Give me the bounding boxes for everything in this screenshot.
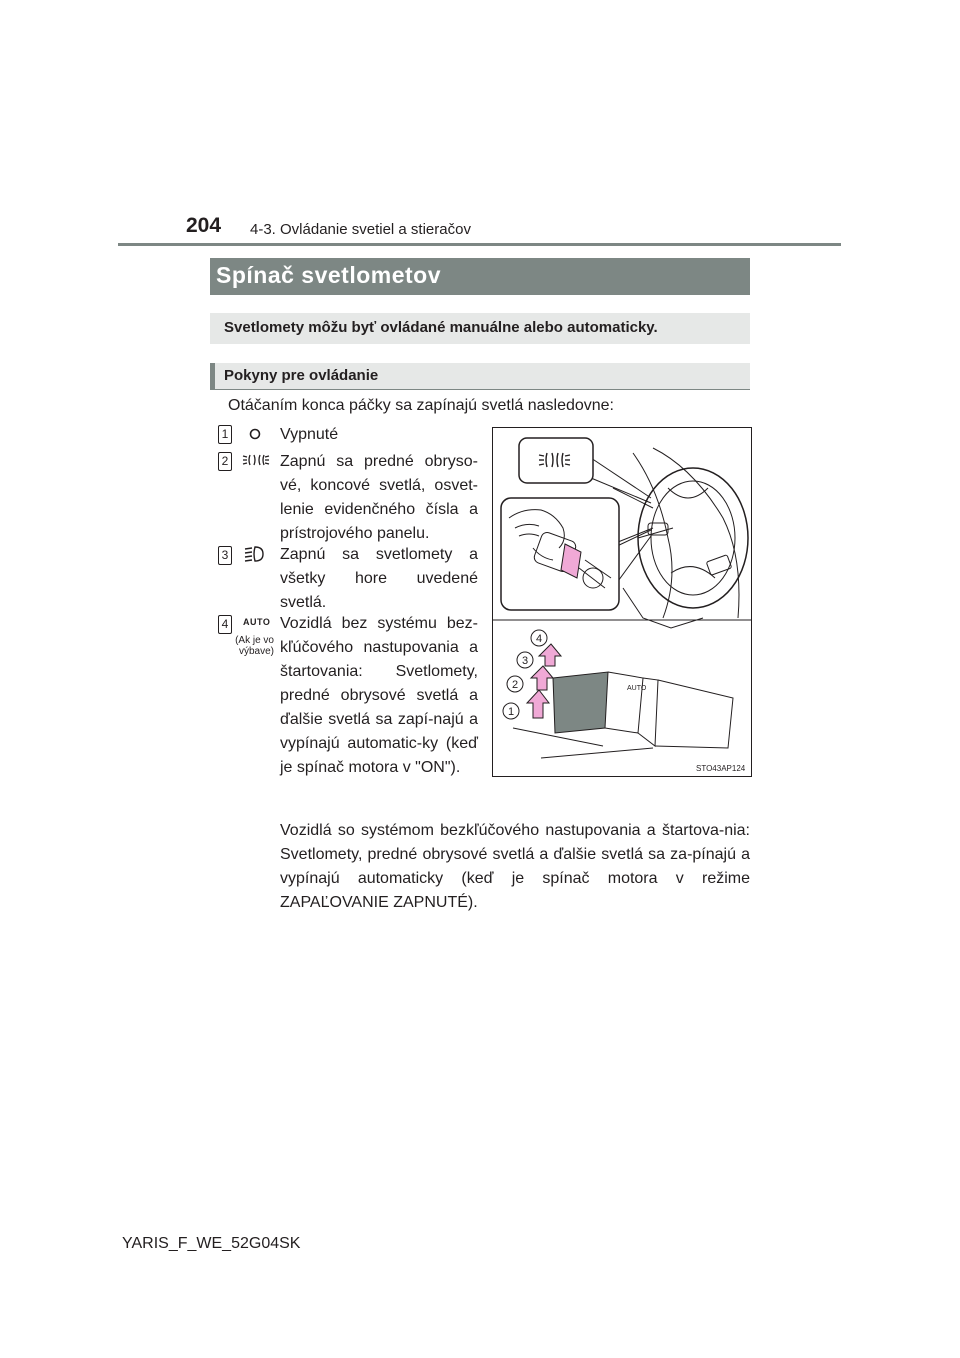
auto-icon: AUTO — [243, 617, 271, 627]
figure-callout-4: 4 — [535, 633, 543, 645]
figure-callout-2: 2 — [511, 679, 519, 691]
page-title: Spínač svetlometov — [216, 262, 442, 288]
headlight-switch-figure — [492, 427, 752, 777]
keyless-text: Vozidlá so systémom bezkľúčového nastupovania a štartova-nia: Svetlomety, predné obrysové svetlá a ďalšie svetlá sa za-pínajú a vypínajú automaticky (keď je spínač motora v režime ZAPAĽOVANIE ZAPNUTÉ). — [280, 822, 750, 911]
off-circle-icon — [248, 427, 262, 441]
figure-code: STO43AP124 — [696, 764, 746, 773]
figure-callout-1: 1 — [507, 706, 515, 718]
position-text-3: Zapnú sa svetlomety a všetky hore uvedené svetlá. — [280, 546, 478, 611]
subheading-bar — [210, 363, 750, 390]
headlight-icon — [244, 545, 266, 563]
subheading-accent — [210, 363, 215, 389]
figure-callout-3: 3 — [521, 655, 529, 667]
position-number-1: 1 — [218, 425, 232, 444]
availability-note: (Ak je vo výbave) — [235, 635, 274, 657]
section-title: 4-3. Ovládanie svetiel a stieračov — [250, 221, 471, 238]
parking-lights-icon — [242, 452, 270, 468]
lead-text: Otáčaním konca páčky sa zapínajú svetlá nasledovne: — [228, 397, 614, 414]
position-text-1: Vypnuté — [280, 426, 339, 443]
position-text-4: Vozidlá bez systému bez-kľúčového nastupovania a štartovania: Svetlomety, predné obrysové svetlá a ďalšie svetlá sa zapí-najú a vypínajú automatic-ky (keď je spínač motora v "ON"). — [280, 615, 478, 776]
header-divider — [118, 243, 841, 246]
position-number-2: 2 — [218, 452, 232, 471]
switch-auto-label: AUTO — [627, 685, 647, 692]
intro-box — [210, 313, 750, 344]
subheading: Pokyny pre ovládanie — [224, 367, 379, 384]
intro-text: Svetlomety môžu byť ovládané manuálne alebo automaticky. — [224, 319, 658, 336]
switch-illustration — [493, 428, 751, 776]
page-number: 204 — [186, 214, 222, 237]
position-number-4: 4 — [218, 615, 232, 634]
position-number-3: 3 — [218, 546, 232, 565]
page-title-bar — [210, 258, 750, 295]
document-code: YARIS_F_WE_52G04SK — [122, 1235, 301, 1252]
position-text-2: Zapnú sa predné obryso-vé, koncové svetlá, osvet-lenie evidenčného čísla a prístrojového panelu. — [280, 453, 478, 542]
